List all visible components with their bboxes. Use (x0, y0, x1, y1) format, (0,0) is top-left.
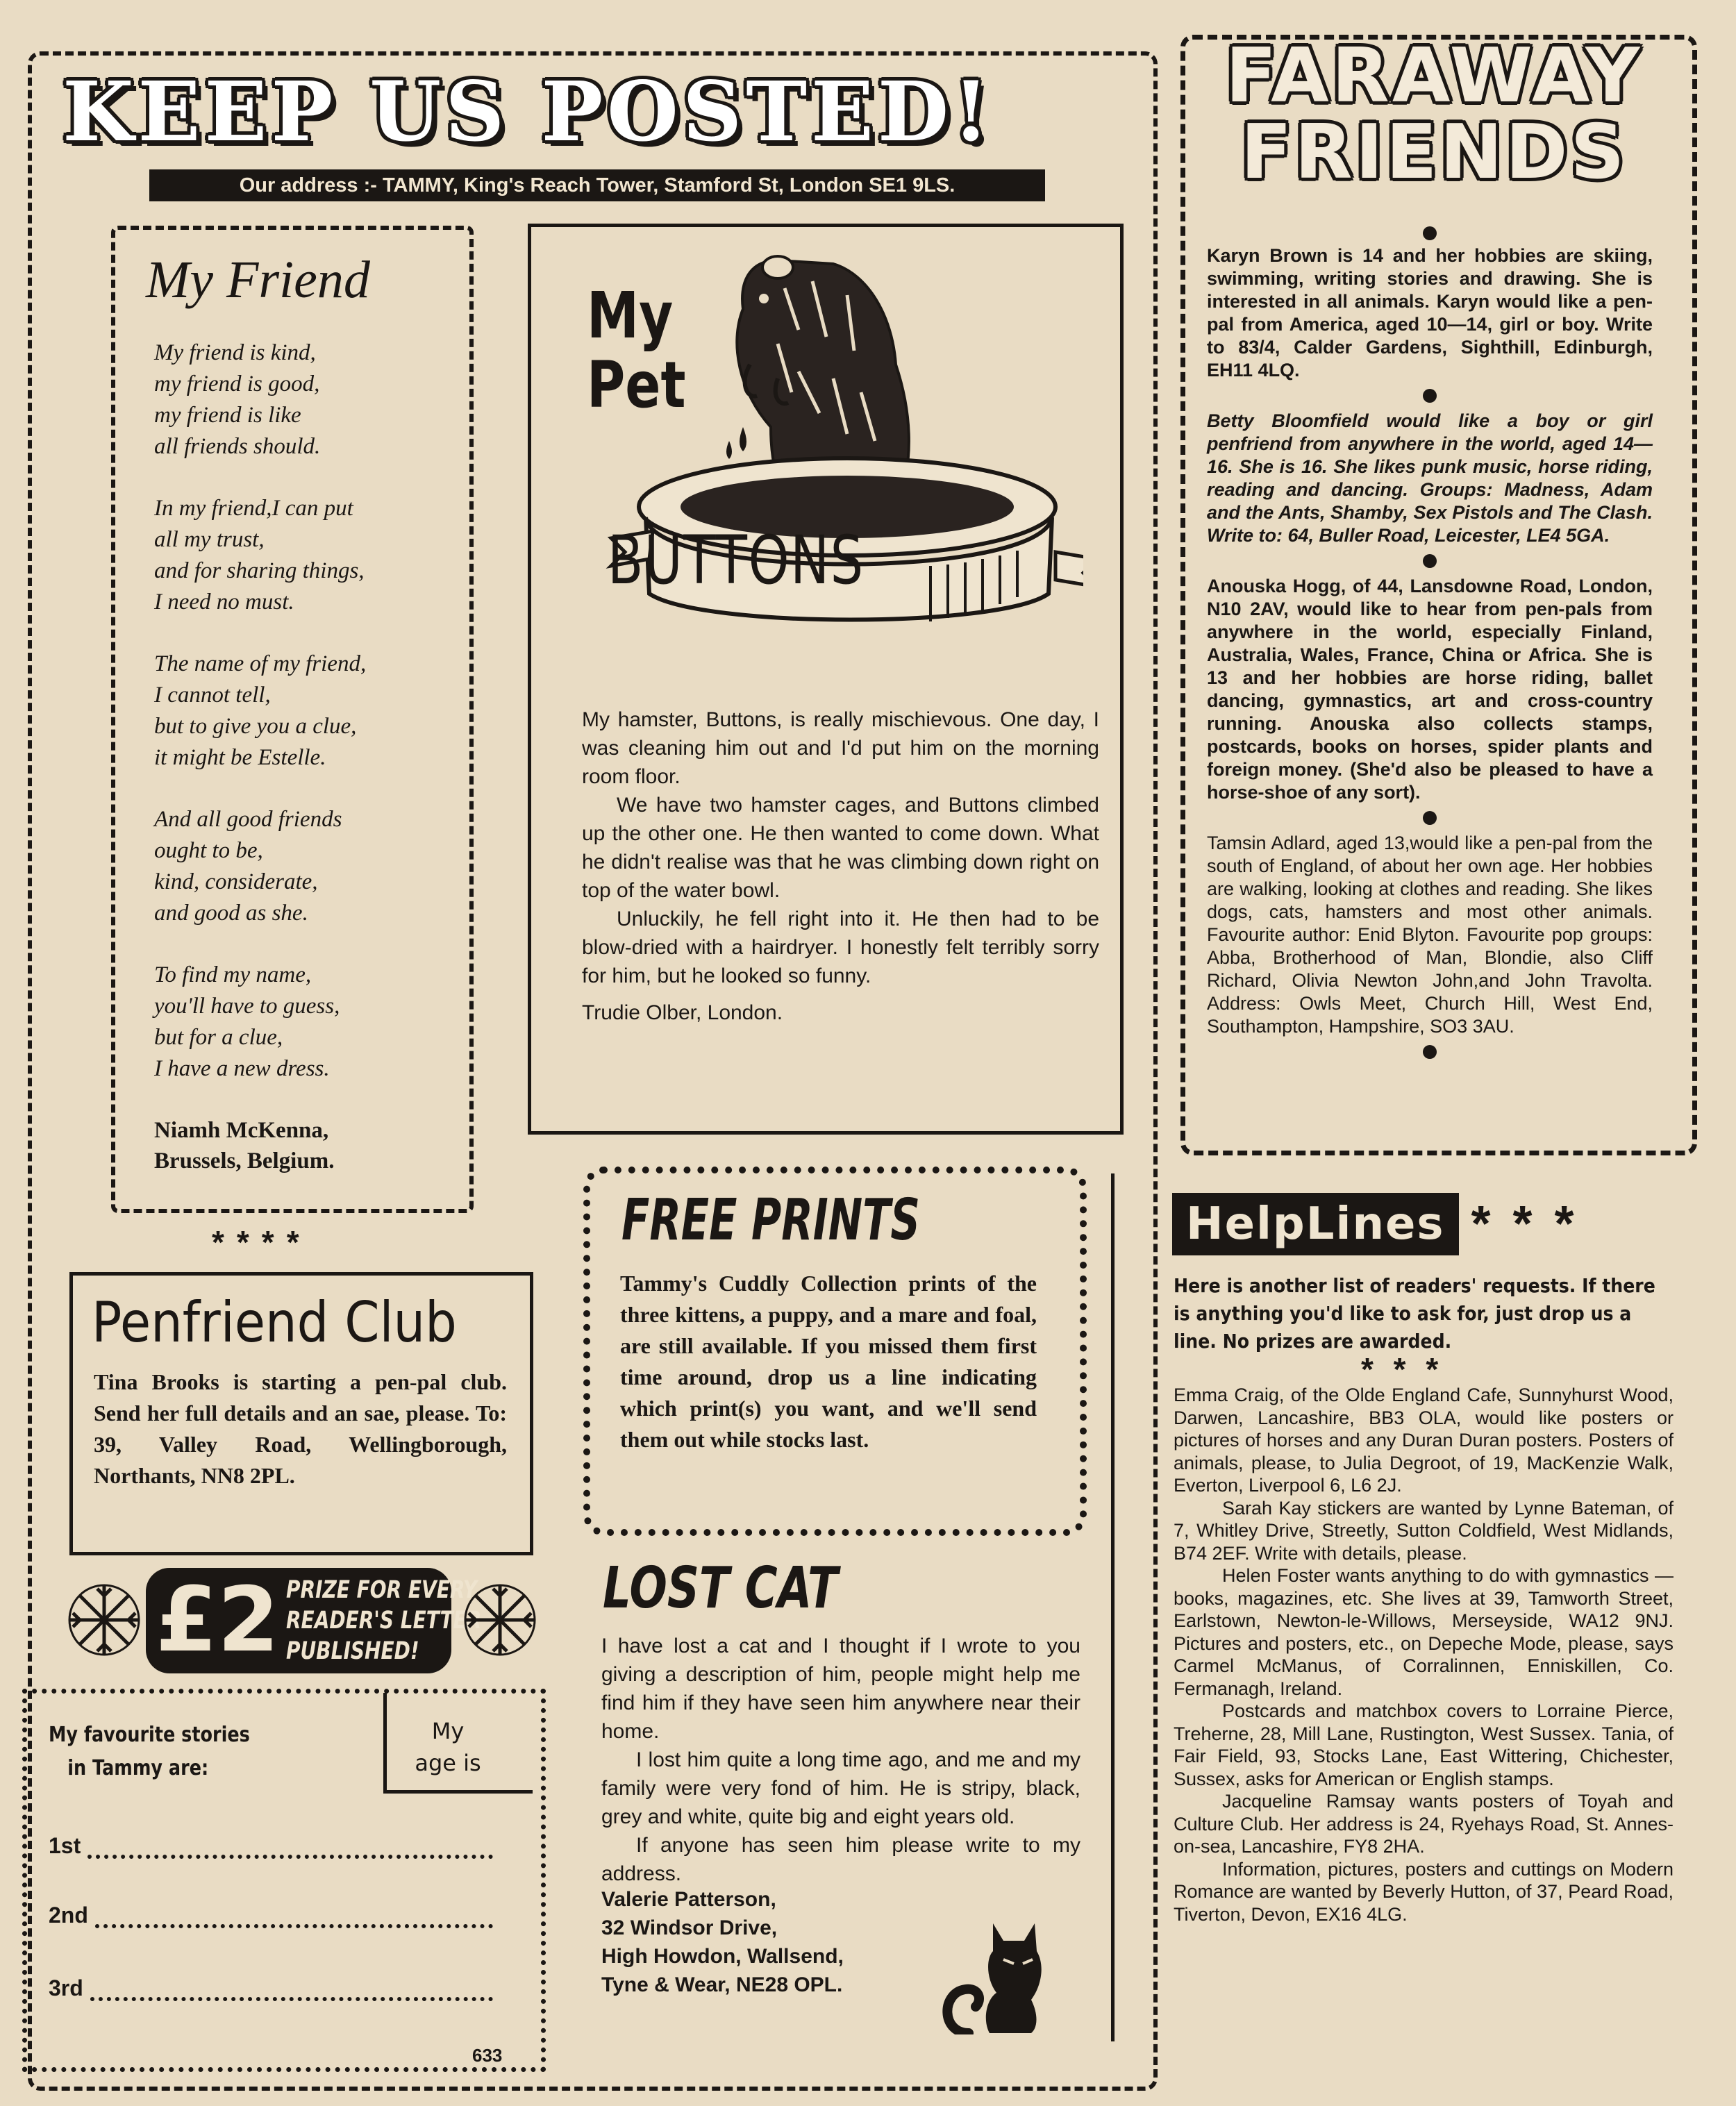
hamster-ear (762, 256, 793, 278)
poem-author: Niamh McKenna, (154, 1118, 329, 1143)
lost-cat-title: LOST CAT (603, 1555, 838, 1621)
free-prints-text: Tammy's Cuddly Collection prints of the three kittens, a puppy, and a mare and foal, are still available. If you missed them first time around, drop us a line indicating which print(s) you want, and we'll send them out while stocks last. (620, 1271, 1037, 1452)
bullet (1423, 1045, 1437, 1059)
my-friend-poem (154, 337, 446, 1176)
coupon-third-dots (90, 1980, 493, 2001)
faraway-entry: Tamsin Adlard, aged 13,would like a pen-pal from the south of England, of about her own age. Her hobbies are walking, looking at clothes and reading. She likes dogs, cats, hamsters and most other animals. Favourite author: Enid Blyton. Favourite pop groups: Abba, Brotherhood of Man, Blondie, also Cliff Richard, Olivia Newton John,and John Travolta. Address: Owls Meet, Church Hill, West End, Southampton, Hampshire, SO3 3AU. (1207, 833, 1653, 1037)
lost-cat-story (601, 1632, 1080, 1888)
keep-posted-title: KEEP US POSTED! (62, 63, 994, 160)
coupon-label-line: in Tammy are: (67, 1756, 209, 1780)
address-line: Valerie Patterson, (601, 1888, 776, 1911)
bullet (1423, 226, 1437, 240)
black-cat-icon (927, 1909, 1066, 2034)
stanza-4 (154, 804, 446, 929)
lost-cat-address (601, 1885, 844, 1999)
my-pet-heading-line: Pet (587, 348, 686, 422)
penfriend-club-title: Penfriend Club (92, 1290, 457, 1355)
poem-line: and good as she. (154, 901, 308, 926)
poem-line: To find my name, (154, 962, 312, 987)
poem-line: you'll have to guess, (154, 994, 340, 1019)
help-request: Information, pictures, posters and cuttings on Modern Romance are wanted by Beverly Hutton, of 37, Peard Road, Tiverton, Devon, EX16 4LG. (1174, 1858, 1674, 1925)
poem-line: ought to be, (154, 838, 263, 863)
poem-line: all friends should. (154, 434, 321, 459)
help-request: Emma Craig, of the Olde England Cafe, Sunnyhurst Wood, Darwen, Lancashire, BB3 OLA, would like posters or pictures of horses and any Duran Duran posters. Posters of animals, please, to Julia Degroot, of 19, MacKenzie Walk, Everton, Liverpool 6, L6 2J. (1174, 1385, 1674, 1496)
lost-cat-paragraph: If anyone has seen him please write to my address. (601, 1834, 1080, 1885)
help-request: Helen Foster wants anything to do with gymnastics — books, magazines, etc. She lives at 39, Tamworth Street, Earlstown, Newton-le-Willows, Merseyside, WA12 9NJ. Pictures and posters, etc., on Depeche Mode, please, says Carmel McManus, of Corralinnen, Enniskillen, Co. Fermanagh, Ireland. (1174, 1565, 1674, 1699)
address-line: High Howdon, Wallsend, (601, 1945, 844, 1968)
faraway-title (1191, 33, 1677, 196)
poem-line: I have a new dress. (154, 1056, 330, 1081)
my-pet-heading-line: My (587, 278, 674, 353)
my-pet-story (582, 705, 1099, 1027)
coupon-second-dots (95, 1907, 493, 1928)
prize-caption-line: PUBLISHED! (286, 1637, 419, 1665)
poem-line: kind, considerate, (154, 869, 318, 894)
snowflake-right-icon (462, 1582, 538, 1658)
poem-line: my friend is good, (154, 371, 320, 396)
prize-banner (146, 1568, 482, 1673)
prize-caption-line: READER'S LETTER (286, 1607, 482, 1635)
faraway-title-line: FRIENDS (1240, 109, 1628, 196)
snowflake-left-icon (66, 1582, 142, 1658)
address-banner: Our address :- TAMMY, King's Reach Tower, Stamford St, London SE1 9LS. (149, 169, 1045, 201)
faraway-entry: Karyn Brown is 14 and her hobbies are skiing, swimming, writing stories and drawing. She is interested in all animals. Karyn would like a pen-pal from America, aged 10—14, girl or boy. Write to 83/4, Calder Gardens, Sighthill, Edinburgh, EH11 4LQ. (1207, 245, 1653, 381)
bullet (1423, 554, 1437, 568)
coupon-third-label: 3rd (49, 1975, 83, 2000)
faraway-title-line: FARAWAY (1225, 33, 1643, 119)
poem-line: I need no must. (154, 590, 294, 615)
help-request: Sarah Kay stickers are wanted by Lynne Bateman, of 7, Whitley Drive, Streetly, Sutton Coldfield, West Midlands, B74 2EF. Write with details, please. (1174, 1497, 1674, 1564)
help-lines-stars: * * * (1471, 1196, 1578, 1252)
hamster-eye (759, 294, 769, 303)
help-lines-label: HelpLines (1172, 1193, 1459, 1255)
my-friend-title: My Friend (146, 251, 370, 309)
address-line: 32 Windsor Drive, (601, 1916, 778, 1939)
stanza-5 (154, 960, 446, 1085)
poem-line: all my trust, (154, 527, 265, 552)
poem-line: but to give you a clue, (154, 714, 357, 739)
prize-caption-line: PRIZE FOR EVERY (286, 1576, 478, 1604)
stanza-2 (154, 493, 446, 618)
poem-line: In my friend,I can put (154, 496, 353, 521)
poem-line: it might be Estelle. (154, 745, 326, 770)
coupon-first-dots (87, 1838, 493, 1859)
help-lines-intro: Here is another list of readers' requests. If there is anything you'd like to ask for, just drop us a line. No prizes are awarded. (1174, 1274, 1655, 1353)
coupon-stories-label (49, 1719, 250, 1785)
coupon-age-line: My (431, 1718, 465, 1744)
help-request: Jacqueline Ramsay wants posters of Toyah and Culture Club. Her address is 24, Ryehays Road, St. Annes-on-sea, Lancashire, FY8 2HA. (1174, 1791, 1674, 1857)
faraway-entry: Anouska Hogg, of 44, Lansdowne Road, London, N10 2AV, would like to hear from pen-pals from anywhere in the world, especially Finland, Australia, Wales, France, China or Africa. She is 13 and her hobbies are horse riding, ballet dancing, gymnastics, art and cross-country running. Anouska also collects stamps, postcards, books on horses, spider plants and foreign money. (She'd also be pleased to have a horse-shoe of any sort). (1207, 576, 1653, 803)
penfriend-club-text: Tina Brooks is starting a pen-pal club. Send her full details and an sae, please. To: 39, Valley Road, Wellingborough, Northants, NN8 2PL. (94, 1369, 507, 1488)
stanza-3 (154, 649, 446, 774)
poem-line: I cannot tell, (154, 683, 271, 708)
my-pet-signature: Trudie Olber, London. (582, 1001, 783, 1024)
help-request: Postcards and matchbox covers to Lorraine Pierce, Treherne, 28, Mill Lane, Rustington, West Sussex. Tania, of Fair Field, 93, Stocks Lane, East Wittering, Chichester, Sussex, asks for American or English stamps. (1174, 1700, 1674, 1789)
lost-cat-paragraph: I have lost a cat and I thought if I wrote to you giving a description of him, people might help me find him if they have seen him anywhere near their home. (601, 1635, 1080, 1743)
poem-location: Brussels, Belgium. (154, 1148, 335, 1173)
coupon-second-label: 2nd (49, 1903, 88, 1928)
separator-stars: **** (212, 1224, 312, 1260)
coupon-label-line: My favourite stories (49, 1723, 250, 1747)
prize-amount: £2 (156, 1569, 280, 1672)
bowl-label: BUTTONS (608, 521, 865, 599)
help-lines-requests (1174, 1384, 1674, 1925)
page-number: 633 (472, 2045, 503, 2066)
poem-line: but for a clue, (154, 1025, 283, 1050)
poem-line: And all good friends (154, 807, 342, 832)
faraway-entry: Betty Bloomfield would like a boy or girl penfriend from anywhere in the world, aged 14—16. She is 16. She likes punk music, horse riding, reading and dancing. Groups: Madness, Adam and the Ants, Shamby, Sex Pistols and The Clash. Write to: 64, Buller Road, Leicester, LE4 5GA. (1207, 410, 1653, 546)
coupon-third-line[interactable] (49, 1975, 493, 2001)
address-line: Tyne & Wear, NE28 OPL. (601, 1973, 843, 1996)
free-prints-title: FREE PRINTS (621, 1187, 920, 1253)
lost-cat-divider (1111, 1173, 1115, 2041)
coupon-first-line[interactable] (49, 1833, 493, 1859)
lost-cat-paragraph: I lost him quite a long time ago, and me and my family were very fond of him. He is stripy, black, grey and white, quite big and eight years old. (601, 1748, 1080, 1828)
my-pet-paragraph: Unluckily, he fell right into it. He then had to be blow-dried with a hairdryer. I honestly felt terribly sorry for him, but he looked so funny. (582, 908, 1099, 987)
stanza-1 (154, 337, 446, 462)
poem-line: and for sharing things, (154, 558, 365, 583)
bullet (1423, 389, 1437, 403)
poem-line: My friend is kind, (154, 340, 316, 365)
coupon-first-label: 1st (49, 1833, 81, 1858)
prize-caption (286, 1575, 481, 1666)
poem-signature (154, 1115, 446, 1176)
my-pet-paragraph: My hamster, Buttons, is really mischievous. One day, I was cleaning him out and I'd put him on the morning room floor. (582, 708, 1099, 788)
my-pet-paragraph: We have two hamster cages, and Buttons climbed up the other one. He then wanted to come down. What he didn't realise was that he was climbing down right on top of the water bowl. (582, 794, 1099, 902)
faraway-entries (1207, 222, 1653, 1066)
help-lines-sub-stars: * * * (1361, 1351, 1444, 1387)
poem-line: The name of my friend, (154, 651, 367, 676)
coupon-age-line: age is (415, 1750, 481, 1776)
poem-line: my friend is like (154, 403, 301, 428)
help-lines-title (1172, 1193, 1578, 1255)
coupon-second-line[interactable] (49, 1903, 493, 1928)
bullet (1423, 811, 1437, 825)
coupon-age-label (406, 1715, 490, 1779)
